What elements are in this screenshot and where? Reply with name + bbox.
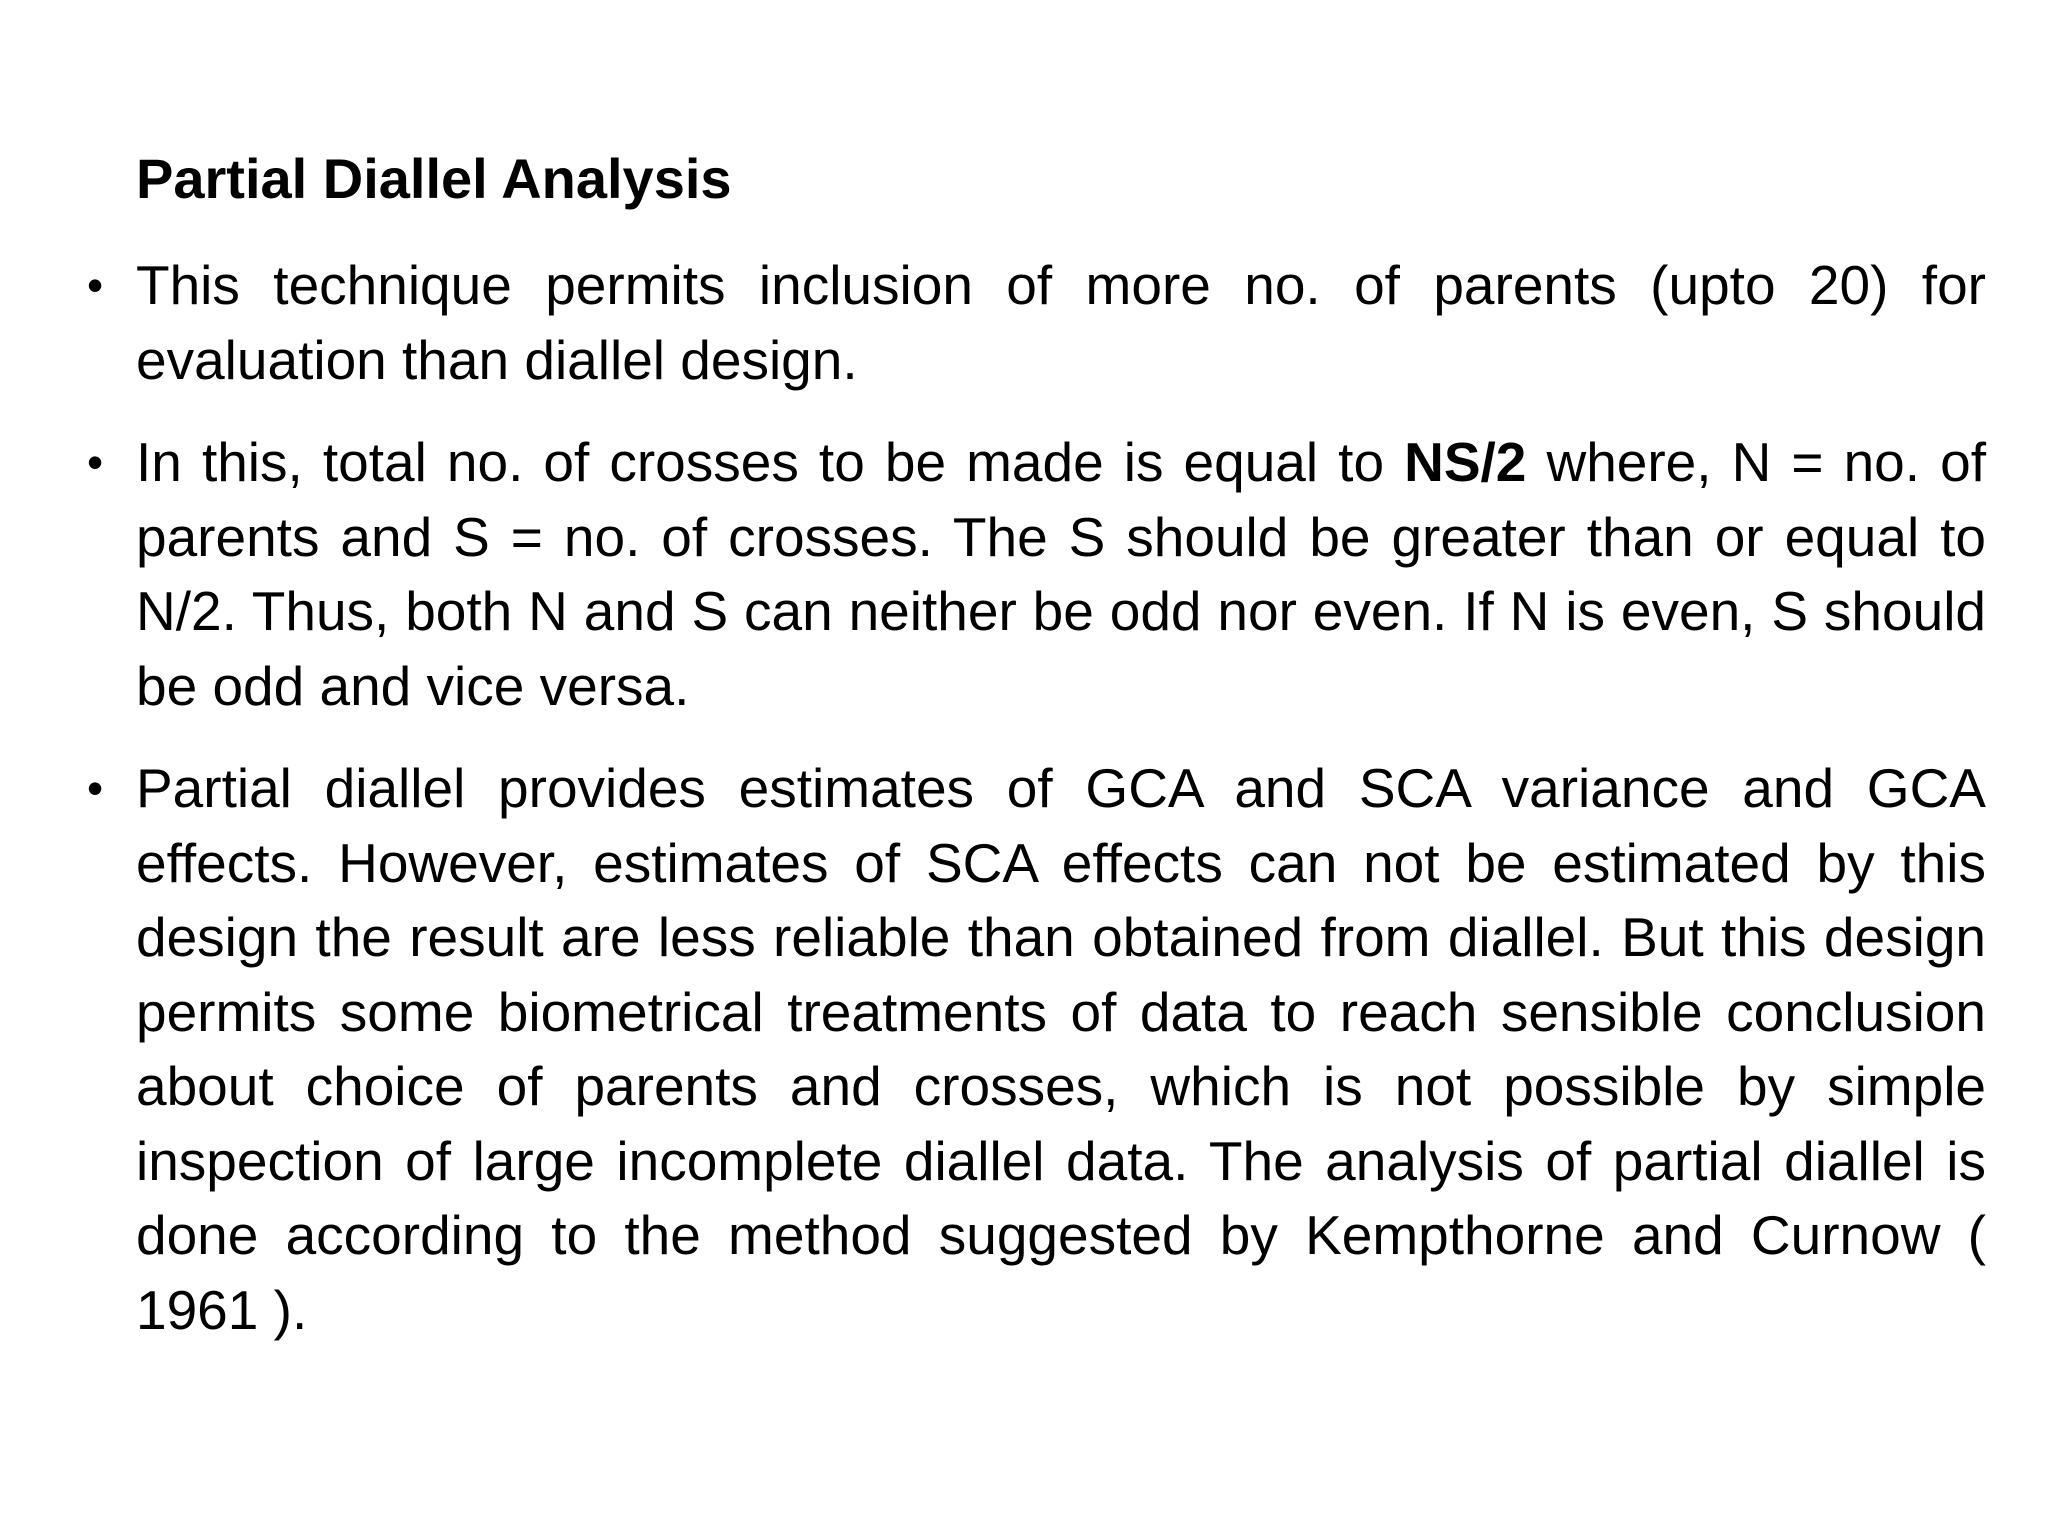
bullet-item-inclusion <box>86 248 1986 397</box>
bullet-text: Partial diallel provides estimates of GCA and SCA variance and GCA effects. However, estimates of SCA effects can not be estimated by this design the result are less reliable than obtained from diallel. But this design permits some biometrical treatments of data to reach sensible conclusion about choice of parents and crosses, which is not possible by simple inspection of large incomplete diallel data. The analysis of partial diallel is done according to the method suggested by Kempthorne and Curnow ( 1961 ). <box>136 757 1986 1341</box>
bullet-dot-icon: • <box>86 259 104 311</box>
bullet-list <box>86 248 1986 1375</box>
bullet-text-before: In this, total no. of crosses to be made is equal to <box>136 431 1405 493</box>
slide-title: Partial Diallel Analysis <box>136 147 732 210</box>
bullet-dot-icon: • <box>86 436 104 488</box>
bullet-dot-icon: • <box>86 762 104 814</box>
bullet-text-after: where, N = no. of parents and S = no. of crosses. The S should be greater than or equal to N/2. Thus, both N and S can neither be odd nor even. If N is even, S should be odd and vice versa. <box>136 431 1986 717</box>
bullet-text: This technique permits inclusion of more no. of parents (upto 20) for evaluation than diallel design. <box>136 254 1986 391</box>
bullet-item-crosses <box>86 425 1986 723</box>
bullet-text-bold-formula: NS/2 <box>1404 431 1527 493</box>
bullet-item-estimates <box>86 751 1986 1347</box>
